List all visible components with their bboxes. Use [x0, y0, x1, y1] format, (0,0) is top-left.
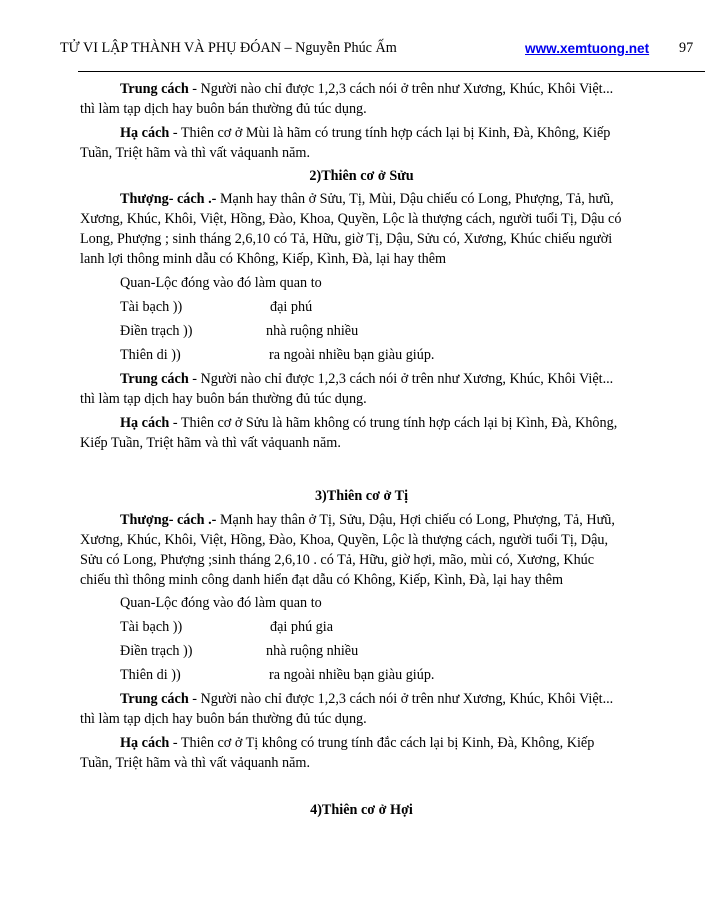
paragraph-line: Trung cách - Người nào chỉ được 1,2,3 cách nói ở trên như Xương, Khúc, Khôi Việt... — [120, 371, 614, 387]
list-item-label: Thiên di )) — [120, 667, 181, 683]
paragraph-line: Kiếp Tuần, Triệt hãm và thì vất vảquanh năm. — [80, 435, 341, 451]
paragraph-line: Trung cách - Người nào chỉ được 1,2,3 cách nói ở trên như Xương, Khúc, Khôi Việt... — [120, 691, 614, 707]
list-item-label: Điền trạch )) — [120, 643, 193, 659]
list-item-label: Thiên di )) — [120, 347, 181, 363]
ha-cach-label: Hạ cách — [120, 415, 170, 431]
list-item-label: Điền trạch )) — [120, 323, 193, 339]
book-title: TỬ VI LẬP THÀNH VÀ PHỤ ĐÓAN – Nguyễn Phúc Ấm — [60, 40, 397, 56]
thuong-cach-label: Thượng- cách .- — [120, 191, 217, 207]
paragraph-line: Thượng- cách .- Mạnh hay thân ở Tị, Sửu, Dậu, Hợi chiếu có Long, Phượng, Tả, Hưũ, — [120, 512, 615, 528]
list-item: Quan-Lộc đóng vào đó làm quan to — [120, 275, 322, 291]
list-item-value: ra ngoài nhiều bạn giàu giúp. — [269, 667, 435, 683]
paragraph-line: thì làm tạp dịch hay buôn bán thường đủ túc dụng. — [80, 391, 367, 407]
paragraph-line: thì làm tạp dịch hay buôn bán thường đủ túc dụng. — [80, 101, 367, 117]
ha-cach-label: Hạ cách — [120, 125, 170, 141]
section-heading-ti: 3)Thiên cơ ở Tị — [314, 488, 409, 504]
list-item: Quan-Lộc đóng vào đó làm quan to — [120, 595, 322, 611]
paragraph-line: Xương, Khúc, Khôi, Việt, Hồng, Đào, Khoa, Quyền, Lộc là thượng cách, người tuổi Tị, Dậu, — [80, 532, 609, 548]
list-item-label: Tài bạch )) — [120, 619, 183, 635]
list-item-value: đại phú gia — [270, 619, 334, 635]
paragraph-line: Hạ cách - Thiên cơ ở Mùi là hãm có trung tính hợp cách lại bị Kinh, Đà, Không, Kiếp — [120, 125, 611, 141]
header-divider — [78, 71, 705, 72]
list-item-value: ra ngoài nhiều bạn giàu giúp. — [269, 347, 435, 363]
ha-cach-label: Hạ cách — [120, 735, 170, 751]
paragraph-line: chiếu thì thông minh công danh hiển đạt dẫu có Không, Kiếp, Kình, Đà, lại hay thêm — [80, 572, 564, 588]
paragraph-line: thì làm tạp dịch hay buôn bán thường đủ túc dụng. — [80, 711, 367, 727]
paragraph-line: Tuần, Triệt hãm và thì vất vảquanh năm. — [80, 145, 311, 161]
list-item-value: nhà ruộng nhiều — [266, 643, 359, 659]
trung-cach-label: Trung cách — [120, 371, 189, 387]
list-item-value: đại phú — [270, 299, 313, 315]
trung-cach-label: Trung cách — [120, 691, 189, 707]
page-number: 97 — [679, 40, 694, 56]
thuong-cach-label: Thượng- cách .- — [120, 512, 217, 528]
paragraph-line: Hạ cách - Thiên cơ ở Tị không có trung tính đắc cách lại bị Kinh, Đà, Không, Kiếp — [120, 735, 595, 751]
trung-cach-label: Trung cách — [120, 81, 189, 97]
website-link[interactable]: www.xemtuong.net — [525, 41, 650, 56]
paragraph-line: Thượng- cách .- Mạnh hay thân ở Sửu, Tị, Mùi, Dậu chiếu có Long, Phượng, Tả, hưũ, — [120, 191, 614, 207]
paragraph-line: Long, Phượng ; sinh tháng 2,6,10 có Tả, Hữu, giờ Tị, Dậu, Sửu có, Xương, Khúc chiếu người — [80, 231, 613, 247]
list-item-value: nhà ruộng nhiều — [266, 323, 359, 339]
section-heading-suu: 2)Thiên cơ ở Sửu — [309, 168, 414, 184]
section-heading-hoi: 4)Thiên cơ ở Hợi — [310, 802, 413, 818]
list-item-label: Tài bạch )) — [120, 299, 183, 315]
paragraph-line: Hạ cách - Thiên cơ ở Sửu là hãm không có trung tính hợp cách lại bị Kình, Đà, Không, — [120, 415, 618, 431]
paragraph-line: Tuần, Triệt hãm và thì vất vảquanh năm. — [80, 755, 311, 771]
paragraph-line: Sửu có Long, Phượng ;sinh tháng 2,6,10 . có Tả, Hữu, giờ hợi, mão, mùi có, Xương, Khúc — [80, 552, 595, 568]
page-header — [60, 40, 705, 60]
paragraph-line: lanh lợi thông minh dẫu có Không, Kiếp, Kình, Đà, lại hay thêm — [80, 251, 447, 267]
paragraph-line: Trung cách - Người nào chỉ được 1,2,3 cách nói ở trên như Xương, Khúc, Khôi Việt... — [120, 81, 614, 97]
paragraph-line: Xương, Khúc, Khôi, Việt, Hồng, Đào, Khoa, Quyền, Lộc là thượng cách, người tuổi Tị, Dậu có — [80, 211, 622, 227]
